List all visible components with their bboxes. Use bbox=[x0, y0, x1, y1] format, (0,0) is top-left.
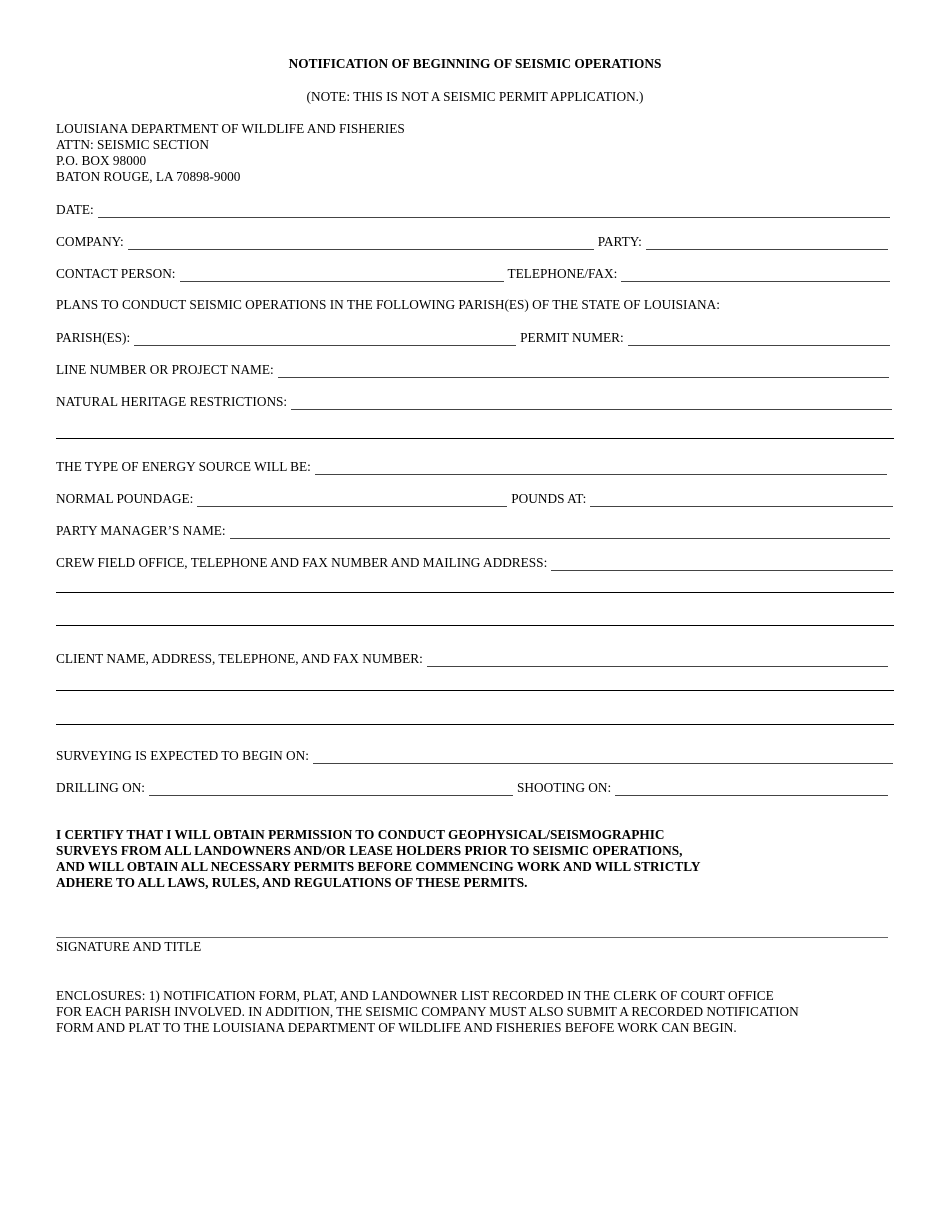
form-title: NOTIFICATION OF BEGINNING OF SEISMIC OPERATIONS bbox=[288, 56, 662, 71]
client-name-line-3[interactable] bbox=[56, 724, 894, 725]
surveying-row bbox=[56, 747, 893, 764]
contact-person-field[interactable] bbox=[180, 268, 504, 282]
crew-field-office-line-2[interactable] bbox=[56, 592, 894, 593]
certification-statement: I CERTIFY THAT I WILL OBTAIN PERMISSION TO CONDUCT GEOPHYSICAL/SEISMOGRAPHIC SURVEYS FROM ALL LANDOWNERS AND/OR LEASE HOLDERS PRIOR TO SEISMIC OPERATIONS, AND WILL OBTAIN ALL NECESSARY PERMITS BEFORE COMMENCING WORK AND WILL STRICTLY ADHERE TO ALL LAWS, RULES, AND REGULATIONS OF THESE PERMITS. bbox=[56, 827, 701, 890]
crew-field-office-line-3[interactable] bbox=[56, 625, 894, 626]
telephone-fax-label: TELEPHONE/FAX: bbox=[507, 266, 618, 281]
surveying-field[interactable] bbox=[313, 750, 893, 764]
client-name-line-2[interactable] bbox=[56, 690, 894, 691]
parishes-field[interactable] bbox=[134, 332, 516, 346]
address-line-4: BATON ROUGE, LA 70898-9000 bbox=[56, 169, 241, 184]
company-party-row bbox=[56, 233, 888, 250]
party-manager-label: PARTY MANAGER’S NAME: bbox=[56, 523, 226, 538]
crew-field-office-label: CREW FIELD OFFICE, TELEPHONE AND FAX NUMBER AND MAILING ADDRESS: bbox=[56, 555, 548, 570]
crew-field-office-row bbox=[56, 554, 893, 571]
natural-heritage-label: NATURAL HERITAGE RESTRICTIONS: bbox=[56, 394, 288, 409]
enclosures-text: ENCLOSURES: 1) NOTIFICATION FORM, PLAT, AND LANDOWNER LIST RECORDED IN THE CLERK OF COURT OFFICE FOR EACH PARISH INVOLVED. IN ADDITION, THE SEISMIC COMPANY MUST ALSO SUBMIT A RECORDED NOTIFICATION FORM AND PLAT TO THE LOUISIANA DEPARTMENT OF WILDLIFE AND FISHERIES BEFOFE WORK CAN BEGIN. bbox=[56, 988, 799, 1035]
party-field[interactable] bbox=[646, 236, 888, 250]
contact-person-label: CONTACT PERSON: bbox=[56, 266, 176, 281]
company-label: COMPANY: bbox=[56, 234, 124, 249]
surveying-label: SURVEYING IS EXPECTED TO BEGIN ON: bbox=[56, 748, 309, 763]
signature-line[interactable] bbox=[56, 937, 888, 938]
poundage-row bbox=[56, 490, 893, 507]
company-field[interactable] bbox=[128, 236, 594, 250]
natural-heritage-continuation-line[interactable] bbox=[56, 438, 894, 439]
line-number-field[interactable] bbox=[278, 364, 889, 378]
drilling-label: DRILLING ON: bbox=[56, 780, 146, 795]
date-label: DATE: bbox=[56, 202, 94, 217]
contact-row bbox=[56, 265, 890, 282]
permit-number-field[interactable] bbox=[628, 332, 890, 346]
energy-source-field[interactable] bbox=[315, 461, 887, 475]
date-row bbox=[56, 201, 890, 218]
signature-label: SIGNATURE AND TITLE bbox=[56, 939, 202, 954]
energy-source-row bbox=[56, 458, 887, 475]
line-number-label: LINE NUMBER OR PROJECT NAME: bbox=[56, 362, 274, 377]
pounds-at-label: POUNDS AT: bbox=[511, 491, 587, 506]
parishes-label: PARISH(ES): bbox=[56, 330, 131, 345]
drilling-field[interactable] bbox=[149, 782, 513, 796]
client-name-label: CLIENT NAME, ADDRESS, TELEPHONE, AND FAX NUMBER: bbox=[56, 651, 423, 666]
address-line-2: ATTN: SEISMIC SECTION bbox=[56, 137, 209, 152]
shooting-label: SHOOTING ON: bbox=[517, 780, 612, 795]
energy-source-label: THE TYPE OF ENERGY SOURCE WILL BE: bbox=[56, 459, 311, 474]
telephone-fax-field[interactable] bbox=[621, 268, 890, 282]
client-name-field[interactable] bbox=[427, 653, 888, 667]
drilling-shooting-row bbox=[56, 779, 888, 796]
normal-poundage-field[interactable] bbox=[197, 493, 507, 507]
crew-field-office-field[interactable] bbox=[551, 557, 893, 571]
normal-poundage-label: NORMAL POUNDAGE: bbox=[56, 491, 194, 506]
party-manager-field[interactable] bbox=[230, 525, 890, 539]
client-name-row bbox=[56, 650, 888, 667]
line-number-row bbox=[56, 361, 889, 378]
date-field[interactable] bbox=[98, 204, 890, 218]
permit-number-label: PERMIT NUMER: bbox=[520, 330, 624, 345]
shooting-field[interactable] bbox=[615, 782, 888, 796]
parish-permit-row bbox=[56, 329, 890, 346]
address-line-1: LOUISIANA DEPARTMENT OF WILDLIFE AND FISHERIES bbox=[56, 121, 405, 136]
natural-heritage-field[interactable] bbox=[291, 396, 892, 410]
address-line-3: P.O. BOX 98000 bbox=[56, 153, 147, 168]
natural-heritage-row bbox=[56, 393, 892, 410]
party-label: PARTY: bbox=[597, 234, 642, 249]
form-note: (NOTE: THIS IS NOT A SEISMIC PERMIT APPLICATION.) bbox=[306, 89, 644, 104]
pounds-at-field[interactable] bbox=[590, 493, 893, 507]
party-manager-row bbox=[56, 522, 890, 539]
plans-statement: PLANS TO CONDUCT SEISMIC OPERATIONS IN THE FOLLOWING PARISH(ES) OF THE STATE OF LOUISIANA: bbox=[56, 297, 720, 312]
